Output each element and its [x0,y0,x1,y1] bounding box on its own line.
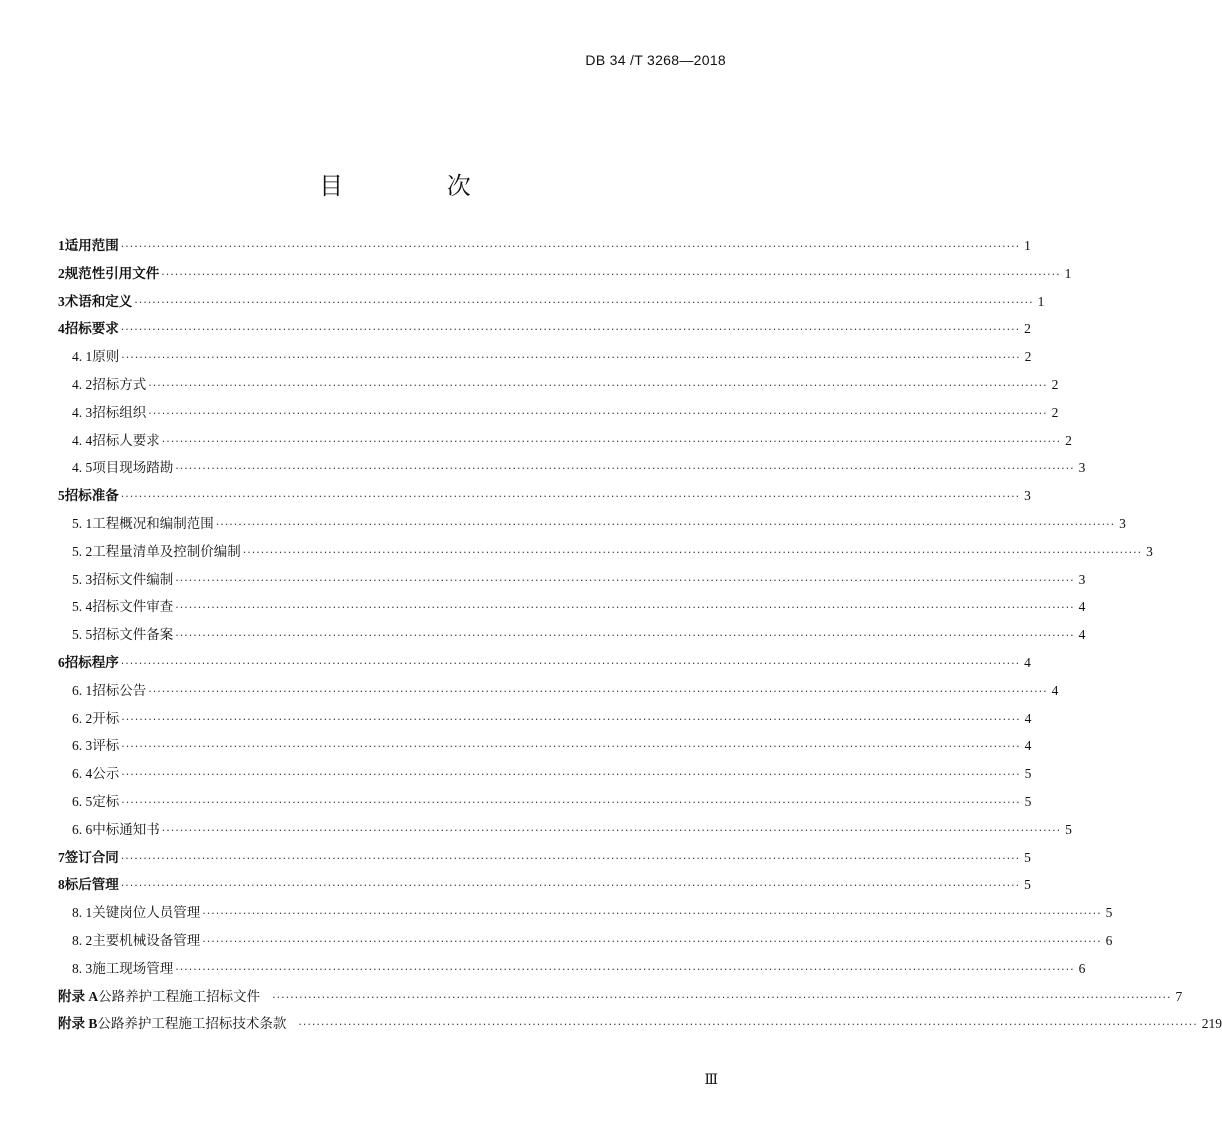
toc-entry-title: 招标人要求 [92,432,160,449]
toc-entry-page: 1 [1064,265,1072,281]
toc-entry-number: 6. 4 [72,766,93,782]
toc-entry[interactable] [58,732,1032,760]
toc-entry[interactable] [58,871,1031,899]
toc-entry-number: 4. 3 [72,404,93,420]
toc-leader-dots: ········································································································································································································ [175,462,1075,476]
toc-entry[interactable] [58,760,1032,788]
toc-leader-dots: ········································································································································································································ [161,823,1062,837]
toc-leader-dots: ········································································································································································································ [120,879,1021,893]
toc-entry-page: 2 [1051,376,1059,392]
toc-entry-page: 3 [1024,488,1031,504]
table-of-contents [58,232,1222,1038]
toc-leader-dots: ········································································································································································································ [161,434,1062,448]
toc-entry-title: 招标文件编制 [92,571,174,588]
toc-leader-dots: ········································································································································································································ [298,1018,1198,1032]
toc-entry-title: 招标方式 [92,376,147,393]
toc-entry-page: 6 [1078,960,1086,976]
toc-entry[interactable] [58,816,1072,844]
toc-leader-dots: ········································································································································································································ [120,240,1021,253]
toc-entry[interactable] [58,288,1045,316]
toc-entry-page: 2 [1065,432,1072,448]
toc-entry-title: 公路养护工程施工招标文件 [98,988,261,1005]
toc-entry[interactable] [58,371,1059,399]
toc-entry-number: 1 [58,238,65,253]
toc-entry-number: 4 [58,321,65,337]
toc-entry-page: 5 [1024,849,1031,865]
toc-entry-title: 原则 [92,349,120,366]
toc-entry-number: 5. 5 [72,627,93,643]
toc-leader-dots: ········································································································································································································ [121,795,1021,809]
toc-entry-number: 附录 A [58,988,99,1004]
toc-entry-title: 招标程序 [64,654,119,671]
toc-entry-page: 5 [1105,905,1113,921]
toc-entry[interactable] [58,899,1113,927]
toc-entry-title: 开标 [92,710,120,727]
toc-entry-page: 4 [1078,599,1086,615]
toc-entry-title: 公路养护工程施工招标技术条款 [97,1016,287,1033]
toc-entry-number: 4. 2 [72,376,93,392]
toc-entry-page: 5 [1024,877,1031,893]
toc-entry-number: 5. 2 [72,543,93,559]
toc-leader-dots: ········································································································································································································ [120,490,1021,504]
toc-entry-title: 签订合同 [64,849,119,866]
toc-leader-dots: ········································································································································································································ [175,962,1075,976]
toc-leader-dots: ········································································································································································································ [215,517,1116,531]
toc-entry-number: 8. 2 [72,932,93,948]
toc-entry-title: 招标公告 [92,682,147,699]
toc-entry-title: 标后管理 [64,877,119,894]
toc-entry-title: 术语和定义 [64,293,133,310]
toc-entry[interactable] [58,482,1031,510]
standard-number: DB 34 /T 3268—2018 [585,52,726,68]
toc-entry-page: 219 [1201,1016,1222,1032]
toc-entry-title: 招标组织 [92,404,147,421]
toc-entry-title: 规范性引用文件 [64,265,160,282]
toc-leader-dots: ········································································································································································································ [121,768,1021,782]
toc-entry-page: 4 [1024,654,1031,670]
toc-entry-page: 4 [1078,627,1086,643]
toc-entry[interactable] [58,538,1153,566]
toc-leader-dots: ········································································································································································································ [120,656,1021,670]
toc-entry[interactable] [58,844,1031,872]
toc-entry-title: 定标 [92,793,120,810]
toc-entry-number: 4. 5 [72,460,93,476]
toc-leader-dots: ········································································································································································································ [148,406,1048,420]
toc-entry-number: 8. 1 [72,905,93,921]
toc-entry-page: 3 [1146,543,1153,559]
toc-entry-number: 3 [58,293,65,309]
toc-entry-number: 5 [58,488,65,504]
toc-entry-number: 5. 4 [72,599,93,615]
toc-entry-number: 8 [58,877,65,893]
toc-entry-title: 关键岗位人员管理 [92,905,201,922]
toc-leader-dots: ········································································································································································································ [120,323,1021,337]
toc-entry-title: 适用范围 [64,238,119,254]
toc-entry-page: 5 [1024,793,1032,809]
toc-entry-number: 4. 1 [72,349,93,365]
toc-entry-number: 5. 1 [72,515,93,531]
toc-leader-dots: ········································································································································································································ [202,907,1102,921]
toc-entry[interactable] [58,705,1032,733]
toc-entry[interactable] [58,593,1086,621]
toc-entry[interactable] [58,260,1072,288]
toc-entry-title: 主要机械设备管理 [92,932,201,949]
toc-entry-page: 3 [1078,571,1086,587]
toc-leader-dots: ········································································································································································································ [148,684,1048,698]
toc-entry[interactable] [58,983,1183,1011]
toc-entry[interactable] [58,343,1032,371]
toc-entry-page: 4 [1051,682,1059,698]
toc-leader-dots: ········································································································································································································ [272,990,1172,1004]
page-number: Ⅲ [704,1073,718,1088]
toc-entry-title: 评标 [92,738,120,755]
toc-leader-dots: ········································································································································································································ [120,851,1021,865]
toc-entry-title: 工程量清单及控制价编制 [92,543,241,560]
toc-entry[interactable] [58,454,1086,482]
toc-entry-page: 3 [1078,460,1086,476]
toc-entry[interactable] [58,649,1031,677]
toc-leader-dots: ········································································································································································································ [242,545,1143,559]
toc-entry-page: 5 [1065,821,1072,837]
toc-entry[interactable] [58,927,1113,955]
toc-entry[interactable] [58,399,1059,427]
toc-entry[interactable] [58,427,1072,455]
toc-leader-dots: ········································································································································································································ [134,295,1034,309]
toc-entry[interactable] [58,677,1059,705]
toc-entry-page: 1 [1024,238,1031,253]
toc-entry-page: 2 [1051,404,1059,420]
toc-entry-title: 施工现场管理 [92,960,174,977]
toc-leader-dots: ········································································································································································································ [148,378,1048,392]
toc-entry-page: 4 [1024,738,1032,754]
toc-entry[interactable] [58,510,1126,538]
toc-entry-title: 招标要求 [64,321,119,338]
toc-entry-page: 6 [1105,932,1113,948]
toc-entry-number: 5. 3 [72,571,93,587]
toc-entry-number: 4. 4 [72,432,93,448]
toc-entry-title: 招标文件审查 [92,599,174,616]
toc-leader-dots: ········································································································································································································ [121,740,1021,754]
toc-entry[interactable] [58,788,1032,816]
toc-entry-number: 2 [58,265,65,281]
toc-entry[interactable] [58,232,1031,260]
toc-entry[interactable] [58,621,1086,649]
toc-entry-title: 项目现场踏勘 [92,460,174,477]
toc-entry-number: 6. 1 [72,682,93,698]
toc-entry-number: 附录 B [58,1016,98,1032]
toc-leader-dots: ········································································································································································································ [175,629,1075,643]
toc-entry-title: 工程概况和编制范围 [92,515,214,532]
toc-entry-number: 6. 3 [72,738,93,754]
toc-leader-dots: ········································································································································································································ [175,573,1075,587]
toc-entry[interactable] [58,955,1086,983]
toc-entry-page: 3 [1119,515,1126,531]
toc-entry-page: 7 [1175,988,1183,1004]
toc-entry-number: 8. 3 [72,960,93,976]
toc-leader-dots: ········································································································································································································ [175,601,1075,615]
toc-entry-page: 4 [1024,710,1032,726]
toc-entry-title: 公示 [92,766,120,783]
toc-entry-page: 1 [1037,293,1045,309]
toc-entry-title: 招标文件备案 [92,627,174,644]
toc-entry-number: 6. 6 [72,821,93,837]
toc-entry-page: 2 [1024,321,1031,337]
toc-entry-number: 6 [58,654,65,670]
toc-entry-number: 6. 2 [72,710,93,726]
toc-entry[interactable] [58,315,1031,343]
toc-entry[interactable] [58,566,1086,594]
toc-leader-dots: ········································································································································································································ [121,351,1021,365]
toc-leader-dots: ········································································································································································································ [202,934,1102,948]
toc-entry-number: 6. 5 [72,793,93,809]
toc-entry-title: 招标准备 [64,488,119,505]
toc-leader-dots: ········································································································································································································ [161,267,1061,281]
toc-entry-page: 5 [1024,766,1032,782]
toc-entry[interactable] [58,1010,1222,1038]
toc-entry-title: 中标通知书 [92,821,160,838]
toc-entry-number: 7 [58,849,65,865]
toc-leader-dots: ········································································································································································································ [121,712,1021,726]
page-title: 目 次 [319,172,519,201]
toc-entry-page: 2 [1024,349,1032,365]
